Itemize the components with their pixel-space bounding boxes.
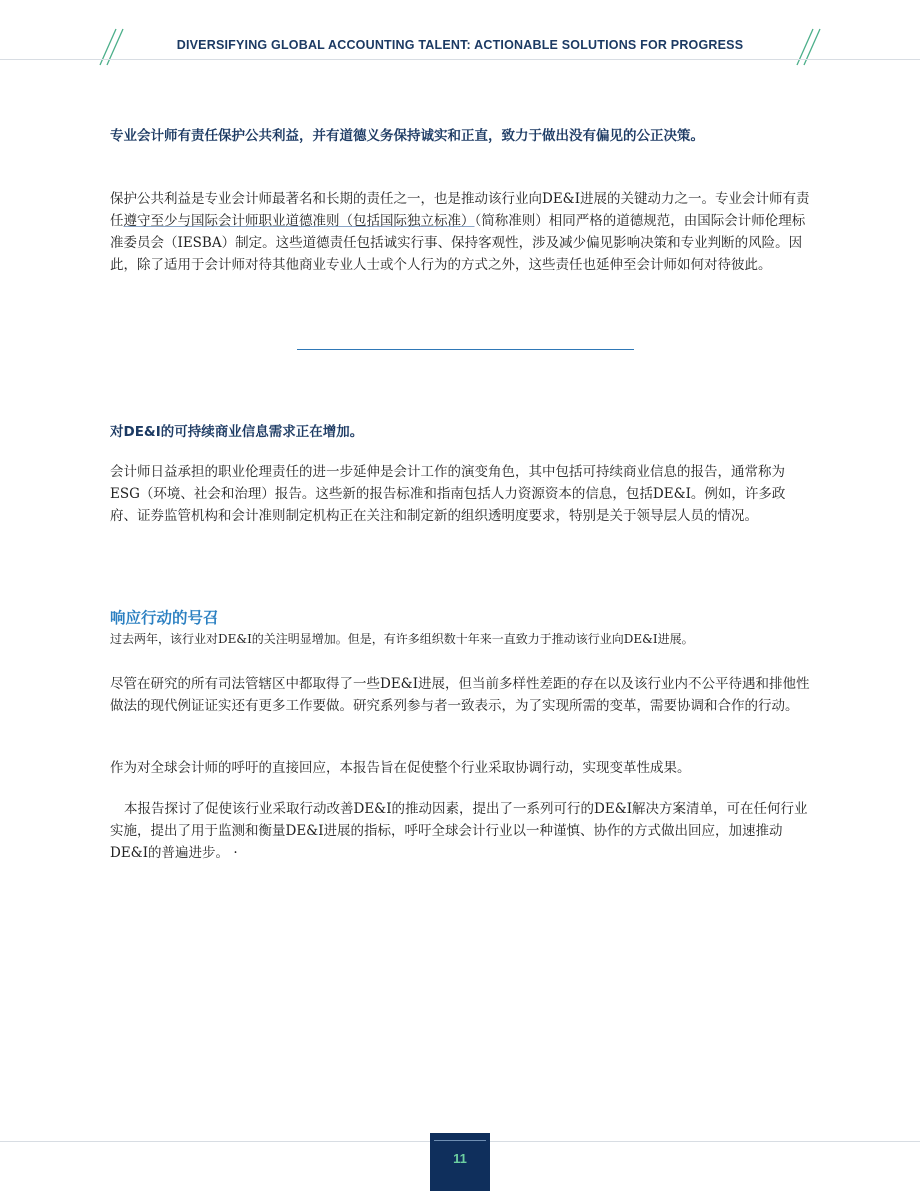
section2-heading: 对DE&I的可持续商业信息需求正在增加。 [110,424,364,440]
call-to-action-intro: 过去两年，该行业对DE&I的关注明显增加。但是，有许多组织数十年来一直致力于推动该行业向DE&I进展。 [110,632,694,646]
page-box-line [434,1140,486,1141]
section1-text-before: 保护公共利益是专业会计师最著名和长期的责任之一，也是推动该行业向DE&I进展的关键动力之一。专业会计师有责任 [110,191,810,229]
header-title: DIVERSIFYING GLOBAL ACCOUNTING TALENT: ACTIONABLE SOLUTIONS FOR PROGRESS [176,38,744,52]
call-to-action-para1: 尽管在研究的所有司法管辖区中都取得了一些DE&I进展，但当前多样性差距的存在以及该行业内不公平待遇和排他性做法的现代例证证实还有更多工作要做。研究系列参与者一致表示，为了实现所需的变革，需要协调和合作的行动。 [110,676,810,714]
header-slash-right-icon [796,28,822,66]
page-number: 11 [453,1151,467,1166]
section-divider [297,349,634,350]
call-to-action-para3: 本报告探讨了促使该行业采取行动改善DE&I的推动因素，提出了一系列可行的DE&I解决方案清单，可在任何行业实施，提出了用于监测和衡量DE&I进展的指标，呼吁全球会计行业以一种谨慎、协作的方式做出回应，加速推动DE&I的普遍进步。 · [110,801,808,861]
header-rule [0,59,920,60]
section1-heading: 专业会计师有责任保护公共利益，并有道德义务保持诚实和正直，致力于做出没有偏见的公正决策。 [110,128,704,144]
section1-text-after: （简称准则）相同严格的道德规范，由国际会计师伦理标准委员会（IESBA）制定。这些道德责任包括诚实行事、保持客观性，涉及减少偏见影响决策和专业判断的风险。因此，除了适用于会计师对待其他商业专业人士或个人行为的方式之外，这些责任也延伸至会计师如何对待彼此。 [110,213,806,273]
page-number-box [430,1133,490,1191]
call-to-action-para2: 作为对全球会计师的呼吁的直接回应，本报告旨在促使整个行业采取协调行动，实现变革性成果。 [110,760,691,776]
section2-paragraph: 会计师日益承担的职业伦理责任的进一步延伸是会计工作的演变角色，其中包括可持续商业信息的报告，通常称为ESG（环境、社会和治理）报告。这些新的报告标准和指南包括人力资源资本的信息，包括DE&I。例如，许多政府、证券监管机构和会计准则制定机构正在关注和制定新的组织透明度要求，特别是关于领导层人员的情况。 [110,464,786,524]
section1-paragraph [110,188,812,276]
code-of-ethics-link[interactable]: 遵守至少与国际会计师职业道德准则（包括国际独立标准） [123,213,475,229]
call-to-action-title: 响应行动的号召 [110,609,219,627]
